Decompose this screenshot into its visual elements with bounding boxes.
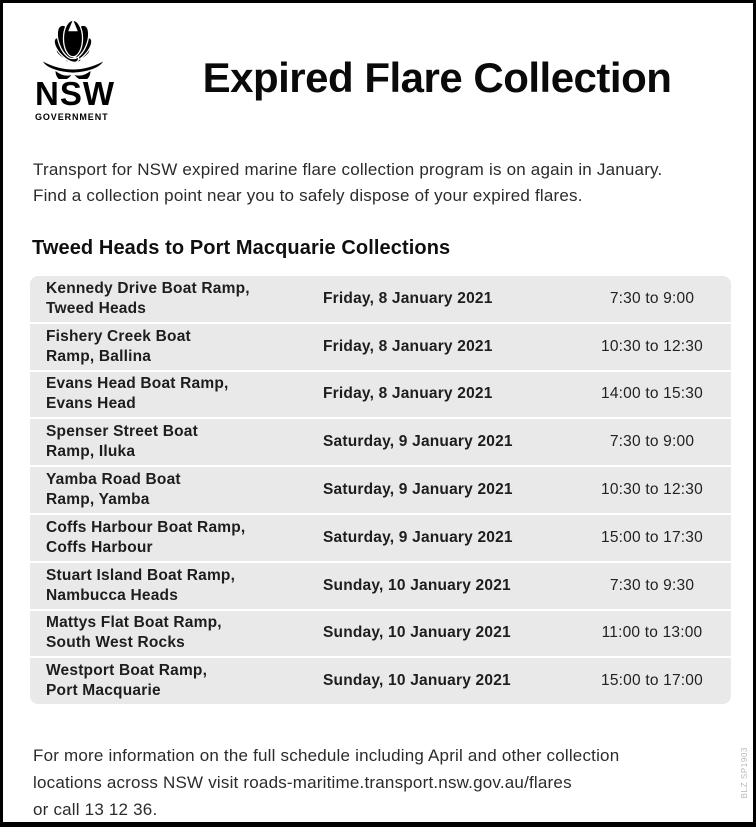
location-line-1: Evans Head Boat Ramp, [46, 375, 229, 393]
location-cell [30, 518, 323, 558]
time-cell: 7:30 to 9:00 [609, 433, 695, 451]
location-cell [30, 661, 323, 701]
location-cell [30, 279, 323, 319]
table-row [30, 372, 731, 418]
section-heading: Tweed Heads to Port Macquarie Collections [32, 237, 451, 259]
location-cell [30, 327, 323, 367]
table-row [30, 276, 731, 322]
header [3, 3, 753, 135]
print-job-code: BLZ SP1903 [740, 746, 749, 798]
location-line-2: Nambucca Heads [46, 586, 179, 604]
location-cell [30, 422, 323, 462]
intro-text [33, 157, 723, 209]
location-line-2: Port Macquarie [46, 682, 161, 700]
location-line-1: Stuart Island Boat Ramp, [46, 566, 236, 584]
table-row [30, 419, 731, 465]
date-cell: Sunday, 10 January 2021 [323, 624, 511, 642]
location-line-1: Yamba Road Boat [46, 471, 181, 489]
location-line-2: Ramp, Iluka [46, 443, 136, 461]
location-line-1: Spenser Street Boat [46, 423, 198, 441]
location-cell [30, 566, 323, 606]
time-cell: 11:00 to 13:00 [601, 624, 703, 642]
location-line-1: Coffs Harbour Boat Ramp, [46, 518, 246, 536]
logo-subbrand: GOVERNMENT [35, 112, 109, 122]
date-cell: Saturday, 9 January 2021 [323, 433, 513, 451]
intro-line: Transport for NSW expired marine flare collection program is on again in January. [33, 160, 663, 179]
location-cell [30, 613, 323, 653]
time-cell: 10:30 to 12:30 [601, 481, 703, 499]
table-row [30, 563, 731, 609]
footer-line: or call 13 12 36. [33, 800, 158, 820]
collection-table [30, 276, 731, 704]
waratah-icon [33, 17, 113, 79]
location-line-1: Mattys Flat Boat Ramp, [46, 614, 222, 632]
table-row [30, 658, 731, 704]
table-row [30, 467, 731, 513]
date-cell: Sunday, 10 January 2021 [323, 576, 511, 594]
time-cell: 14:00 to 15:30 [601, 385, 703, 403]
time-cell: 15:00 to 17:30 [601, 528, 703, 546]
date-cell: Saturday, 9 January 2021 [323, 481, 513, 499]
nsw-government-logo [33, 17, 115, 135]
time-cell: 10:30 to 12:30 [601, 337, 703, 355]
logo-brand: NSW [35, 75, 115, 112]
location-line-2: South West Rocks [46, 634, 185, 652]
location-line-2: Coffs Harbour [46, 538, 153, 556]
footer-line: locations across NSW visit roads-maritime.transport.nsw.gov.au/flares [33, 773, 572, 793]
table-row [30, 515, 731, 561]
table-row [30, 324, 731, 370]
location-line-1: Westport Boat Ramp, [46, 662, 208, 680]
footer-text [33, 742, 723, 823]
time-cell: 7:30 to 9:30 [609, 576, 695, 594]
table-row [30, 611, 731, 657]
location-line-1: Kennedy Drive Boat Ramp, [46, 279, 250, 297]
location-cell [30, 470, 323, 510]
location-cell [30, 374, 323, 414]
intro-line: Find a collection point near you to safely dispose of your expired flares. [33, 186, 583, 205]
time-cell: 15:00 to 17:00 [601, 672, 703, 690]
title-area [115, 17, 733, 135]
location-line-2: Evans Head [46, 395, 136, 413]
date-cell: Sunday, 10 January 2021 [323, 672, 511, 690]
date-cell: Friday, 8 January 2021 [323, 385, 493, 403]
date-cell: Saturday, 9 January 2021 [323, 528, 513, 546]
page-title: Expired Flare Collection [202, 54, 672, 101]
location-line-2: Tweed Heads [46, 299, 147, 317]
location-line-2: Ramp, Yamba [46, 491, 150, 509]
time-cell: 7:30 to 9:00 [609, 289, 695, 307]
footer-line: For more information on the full schedule including April and other collection [33, 746, 620, 766]
date-cell: Friday, 8 January 2021 [323, 289, 493, 307]
location-line-2: Ramp, Ballina [46, 347, 152, 365]
date-cell: Friday, 8 January 2021 [323, 337, 493, 355]
location-line-1: Fishery Creek Boat [46, 327, 191, 345]
